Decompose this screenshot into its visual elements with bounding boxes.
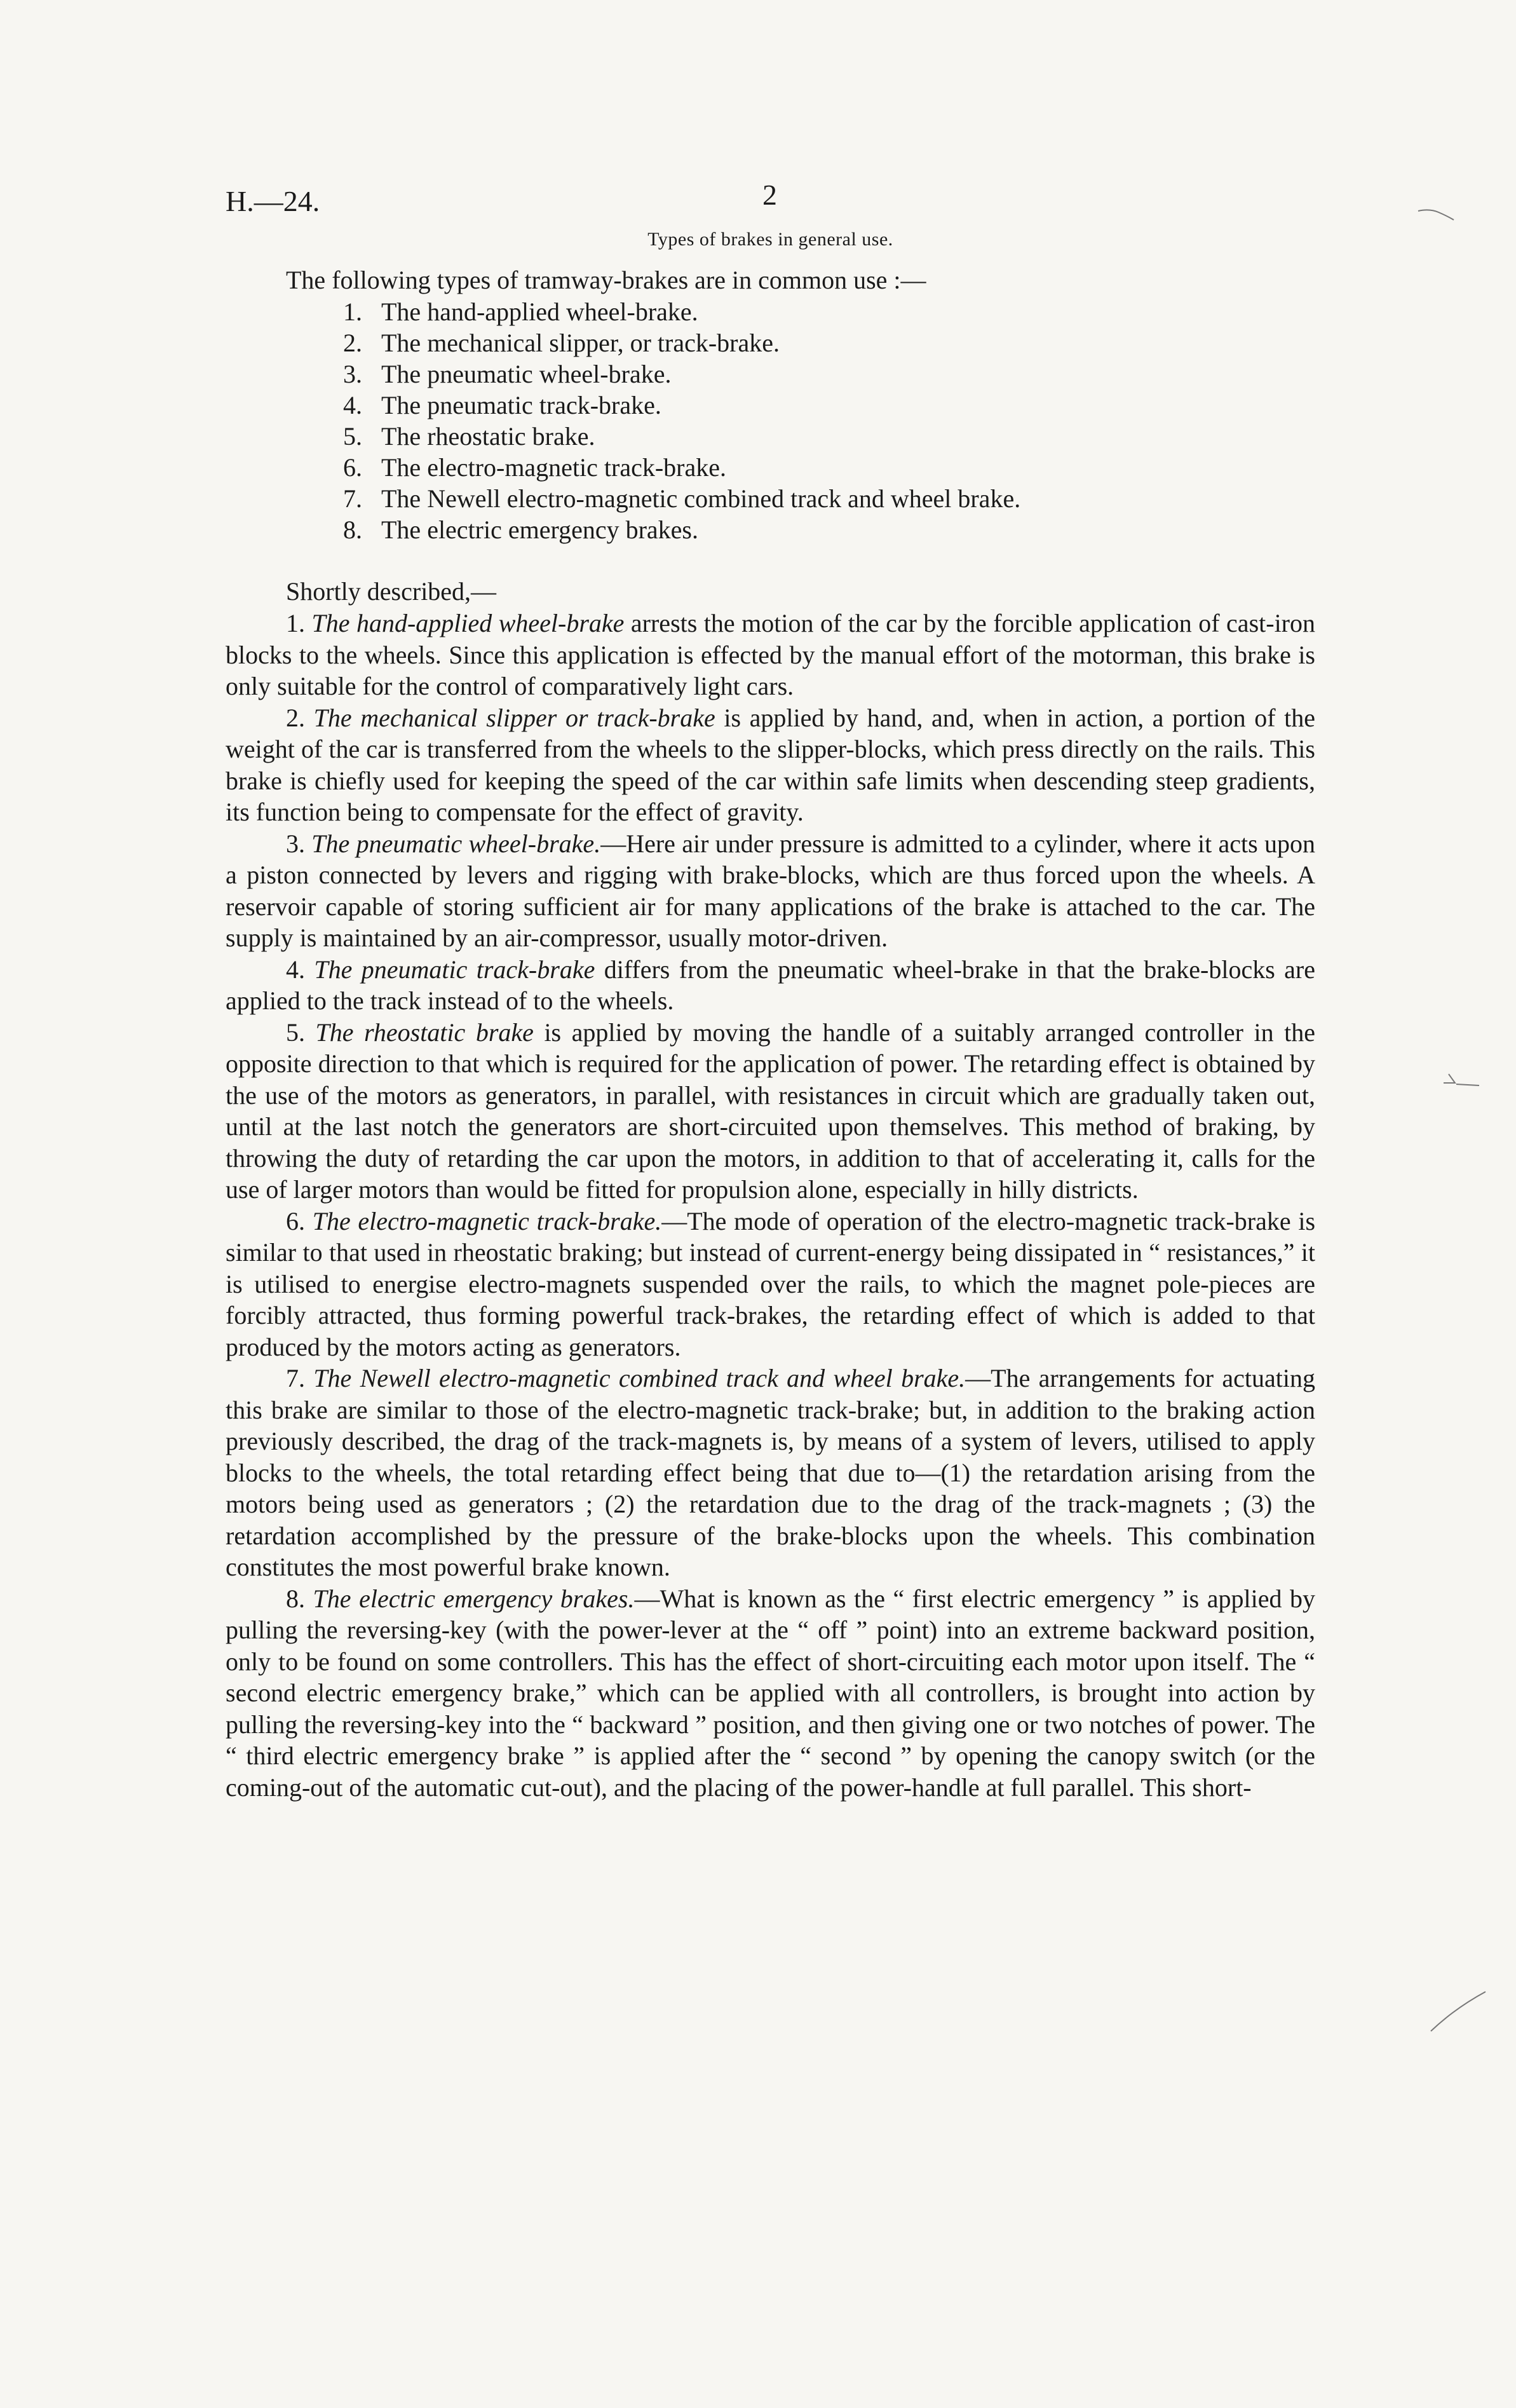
list-item: 2. The mechanical slipper, or track-brake. bbox=[343, 329, 780, 357]
description-paragraph: 1. The hand-applied wheel-brake arrests the motion of the car by the forcible application of cast-iron blocks to the wheels. Since this application is effected by the manual effort of the motorman, this brake is only suitable for the control of comparatively light cars. bbox=[226, 609, 1315, 700]
list-item: 3. The pneumatic wheel-brake. bbox=[343, 360, 672, 388]
margin-pencil-mark bbox=[1442, 1068, 1480, 1093]
description-title: The hand-applied wheel-brake bbox=[311, 609, 625, 637]
description-paragraph: 6. The electro-magnetic track-brake.—The mode of operation of the electro-magnetic track-brake is similar to that used in rheostatic braking; but instead of current-energy being dissipated in “ resistances,” it is utilised to energise electro-magnets suspended over the rails, to which the magnet pole-pieces are forcibly attracted, thus forming powerful track-brakes, the retarding effect of which is added to that produced by the motors acting as generators. bbox=[226, 1206, 1316, 1361]
description-paragraph: 2. The mechanical slipper or track-brake is applied by hand, and, when in action, a portion of the weight of the car is transferred from the wheels to the slipper-blocks, which press directly on the rails. This brake is chiefly used for keeping the speed of the car within safe limits when descending steep gradients, its function being to compensate for the effect of gravity. bbox=[226, 703, 1316, 826]
description-paragraph: 4. The pneumatic track-brake differs from the pneumatic wheel-brake in that the brake-blocks are applied to the track instead of to the wheels. bbox=[226, 955, 1315, 1015]
description-title: The electro-magnetic track-brake. bbox=[312, 1206, 662, 1235]
description-paragraph: 3. The pneumatic wheel-brake.—Here air under pressure is admitted to a cylinder, where it acts upon a piston connected by levers and rigging with brake-blocks, which are thus forced upon the wheels. A reservoir capable of storing sufficient air for many applications of the brake is attached to the car. The supply is maintained by an air-compressor, usually motor-driven. bbox=[226, 829, 1316, 952]
description-title: The electric emergency brakes. bbox=[313, 1584, 635, 1613]
page-number: 2 bbox=[762, 179, 777, 211]
intro-text: The following types of tramway-brakes are in common use :— bbox=[286, 266, 926, 294]
page-header bbox=[226, 178, 1315, 229]
list-item: 4. The pneumatic track-brake. bbox=[343, 391, 661, 419]
shortly-described: Shortly described,— bbox=[286, 577, 497, 606]
description-title: The mechanical slipper or track-brake bbox=[313, 703, 715, 732]
document-reference: H.—24. bbox=[226, 185, 320, 217]
list-item: 7. The Newell electro-magnetic combined track and wheel brake. bbox=[343, 484, 1021, 513]
description-title: The Newell electro-magnetic combined track and wheel brake. bbox=[313, 1364, 966, 1392]
list-item: 5. The rheostatic brake. bbox=[343, 422, 595, 451]
margin-pencil-mark bbox=[1430, 1989, 1487, 2034]
section-heading: Types of brakes in general use. bbox=[647, 229, 893, 250]
document-page bbox=[226, 178, 1315, 1803]
list-item: 6. The electro-magnetic track-brake. bbox=[343, 453, 727, 482]
description-paragraph: 8. The electric emergency brakes.—What is known as the “ first electric emergency ” is applied by pulling the reversing-key (with the power-lever at the “ off ” point) into an extreme backward position, only to be found on some controllers. This has the effect of short-circuiting each motor upon itself. The “ second electric emergency brake,” which can be applied with all controllers, is brought into action by pulling the reversing-key into the “ backward ” position, and then giving one or two notches of power. The “ third electric emergency brake ” is applied after the “ second ” by opening the canopy switch (or the coming-out of the automatic cut-out), and the placing of the power-handle at full parallel. This short- bbox=[226, 1584, 1315, 1802]
description-paragraph: 5. The rheostatic brake is applied by moving the handle of a suitably arranged controller in the opposite direction to that which is required for the application of power. The retarding effect is obtained by the use of the motors as generators, in parallel, with resistances in circuit which are gradually taken out, until at the last notch the generators are short-circuited upon themselves. This method of braking, by throwing the duty of retarding the car upon the motors, in addition to that of accelerating it, calls for the use of larger motors than would be fitted for propulsion alone, especially in hilly districts. bbox=[226, 1017, 1315, 1204]
description-title: The rheostatic brake bbox=[315, 1017, 534, 1047]
brake-types-list bbox=[226, 296, 1315, 545]
description-paragraph: 7. The Newell electro-magnetic combined track and wheel brake.—The arrangements for actuating this brake are similar to those of the electro-magnetic track-brake; but, in addition to the braking action previously described, the drag of the track-magnets is, by means of a system of levers, utilised to apply blocks to the wheels, the total retarding effect being that due to—(1) the retardation arising from the motors being used as generators ; (2) the retardation due to the drag of the track-magnets ; (3) the retardation accomplished by the pressure of the brake-blocks upon the wheels. This combination constitutes the most powerful brake known. bbox=[226, 1364, 1315, 1581]
list-item: 8. The electric emergency brakes. bbox=[343, 515, 698, 544]
list-item: 1. The hand-applied wheel-brake. bbox=[343, 297, 698, 326]
margin-pencil-mark bbox=[1417, 203, 1455, 222]
description-title: The pneumatic track-brake bbox=[314, 955, 595, 984]
description-title: The pneumatic wheel-brake. bbox=[311, 829, 601, 858]
